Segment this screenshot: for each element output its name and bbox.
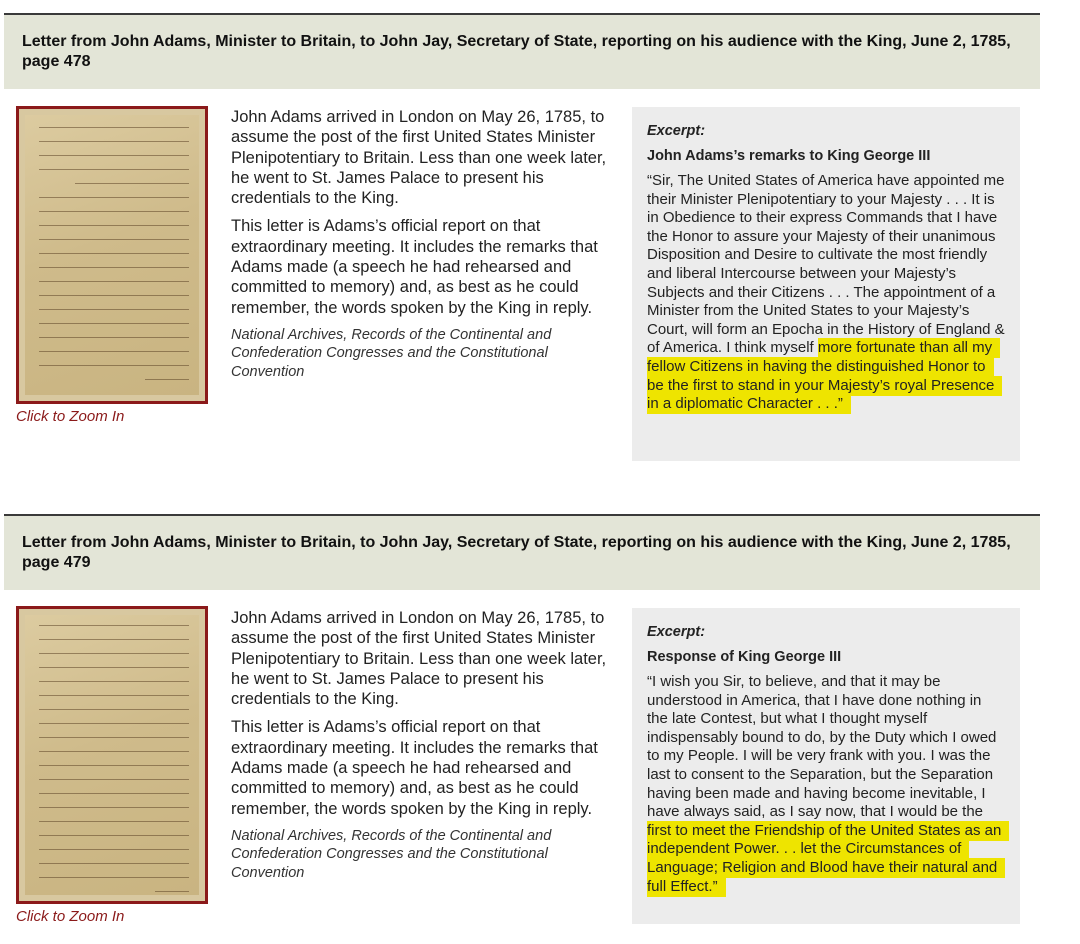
description-paragraph: This letter is Adams’s official report on that extraordinary meeting. It includes the remarks that Adams made (a speech he had rehearsed and committed to memory) and, as best as he could remember, the words spoken by the King in reply. — [231, 718, 598, 818]
section-header — [4, 13, 1040, 89]
highlighted-quote: more fortunate than all my fellow Citizens in having the distinguished Honor to be the first to stand in your Majesty’s royal Presence in a diplomatic Character . . .” — [647, 338, 1002, 414]
letter-image[interactable] — [16, 606, 208, 904]
excerpt-quote — [647, 673, 1005, 896]
document-thumbnail-page-479[interactable] — [16, 606, 214, 925]
excerpt-box — [632, 608, 1020, 924]
letter-section-page-478 — [4, 13, 1040, 89]
description-paragraph: John Adams arrived in London on May 26, 1785, to assume the post of the first United States Minister Plenipotentiary to Britain. Less than one week later, he went to St. James Palace to present his credentials to the King. — [231, 609, 607, 709]
section-title: Letter from John Adams, Minister to Britain, to John Jay, Secretary of State, reporting on his audience with the King, June 2, 1785, page 478 — [22, 33, 1011, 70]
source-citation: National Archives, Records of the Continental and Confederation Congresses and the Constitutional Convention — [231, 827, 552, 881]
manuscript-page — [25, 615, 199, 895]
excerpt-heading: Response of King George III — [647, 649, 842, 665]
highlighted-quote: first to meet the Friendship of the United States as an independent Power. . . let the Circumstances of Language; Religion and Blood have their natural and full Effect.” — [647, 821, 1009, 897]
letter-image[interactable] — [16, 106, 208, 404]
letter-section-page-479 — [4, 514, 1040, 590]
excerpt-quote — [647, 172, 1005, 414]
description-column — [231, 107, 613, 381]
quote-text: “I wish you Sir, to believe, and that it may be understood in America, that I have done nothing in the late Contest, but what I thought myself indispensably bound to do, by the Duty which I owed to my People. I will be very frank with you. I was the last to consent to the Separation, but the Separation having been made and having become inevitable, I have always said, as I say now, that I would be the — [647, 673, 997, 821]
description-paragraph: John Adams arrived in London on May 26, 1785, to assume the post of the first United States Minister Plenipotentiary to Britain. Less than one week later, he went to St. James Palace to present his credentials to the King. — [231, 108, 607, 208]
manuscript-page — [25, 115, 199, 395]
excerpt-label: Excerpt: — [647, 624, 706, 640]
excerpt-box — [632, 107, 1020, 461]
source-citation: National Archives, Records of the Continental and Confederation Congresses and the Constitutional Convention — [231, 326, 552, 380]
excerpt-label: Excerpt: — [647, 123, 706, 139]
description-paragraph: This letter is Adams’s official report on that extraordinary meeting. It includes the remarks that Adams made (a speech he had rehearsed and committed to memory) and, as best as he could remember, the words spoken by the King in reply. — [231, 217, 598, 317]
zoom-in-link[interactable]: Click to Zoom In — [16, 408, 125, 425]
excerpt-heading: John Adams’s remarks to King George III — [647, 148, 931, 164]
description-column — [231, 608, 613, 882]
zoom-in-link[interactable]: Click to Zoom In — [16, 908, 125, 925]
document-thumbnail-page-478[interactable] — [16, 106, 214, 425]
section-title: Letter from John Adams, Minister to Britain, to John Jay, Secretary of State, reporting on his audience with the King, June 2, 1785, page 479 — [22, 534, 1011, 571]
quote-text: “Sir, The United States of America have appointed me their Minister Plenipotentiary to your Majesty . . . It is in Obedience to their express Commands that I have the Honor to assure your Majesty of their unanimous Disposition and Desire to cultivate the most friendly and liberal Intercourse between your Majesty’s Subjects and their Citizens . . . The appointment of a Minister from the United States to your Majesty’s Court, will form an Epocha in the History of England & of America. I think myself — [647, 172, 1005, 357]
section-header — [4, 514, 1040, 590]
